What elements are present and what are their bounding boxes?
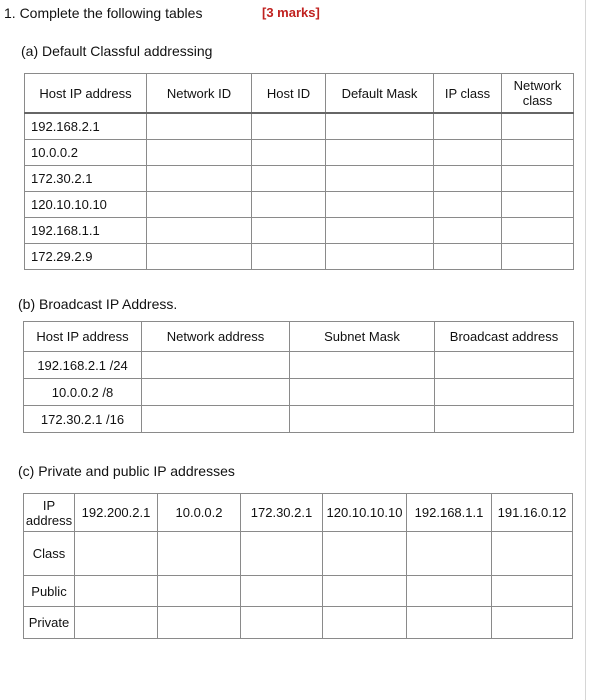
classful-addressing-table bbox=[24, 73, 574, 270]
answer-cell[interactable] bbox=[492, 576, 573, 607]
host-id-input[interactable] bbox=[252, 244, 326, 270]
address-cell: 191.16.0.12 bbox=[492, 494, 573, 532]
default-mask-input[interactable] bbox=[326, 244, 434, 270]
page-edge-line bbox=[585, 0, 586, 700]
header-ip-address: IP address bbox=[24, 494, 75, 532]
table-row bbox=[25, 140, 574, 166]
default-mask-input[interactable] bbox=[326, 166, 434, 192]
section-b-title: (b) Broadcast IP Address. bbox=[18, 296, 178, 312]
network-class-input[interactable] bbox=[502, 166, 574, 192]
header-host-ip: Host IP address bbox=[25, 74, 147, 114]
network-id-input[interactable] bbox=[147, 244, 252, 270]
broadcast-address-input[interactable] bbox=[435, 379, 574, 406]
network-id-input[interactable] bbox=[147, 166, 252, 192]
answer-cell[interactable] bbox=[323, 576, 407, 607]
network-class-input[interactable] bbox=[502, 113, 574, 140]
section-a-title: (a) Default Classful addressing bbox=[21, 43, 213, 59]
default-mask-input[interactable] bbox=[326, 192, 434, 218]
address-cell: 10.0.0.2 bbox=[158, 494, 241, 532]
answer-cell[interactable] bbox=[241, 576, 323, 607]
host-id-input[interactable] bbox=[252, 113, 326, 140]
address-cell: 120.10.10.10 bbox=[323, 494, 407, 532]
answer-cell[interactable] bbox=[492, 532, 573, 576]
subnet-mask-input[interactable] bbox=[290, 379, 435, 406]
header-host-ip: Host IP address bbox=[24, 322, 142, 352]
host-id-input[interactable] bbox=[252, 140, 326, 166]
address-cell: 192.168.1.1 bbox=[407, 494, 492, 532]
table-row bbox=[25, 218, 574, 244]
broadcast-address-input[interactable] bbox=[435, 352, 574, 379]
ip-class-input[interactable] bbox=[434, 140, 502, 166]
answer-cell[interactable] bbox=[241, 532, 323, 576]
header-network-class: Network class bbox=[502, 74, 574, 114]
default-mask-input[interactable] bbox=[326, 113, 434, 140]
private-public-table bbox=[23, 493, 573, 639]
header-network-id: Network ID bbox=[147, 74, 252, 114]
answer-cell[interactable] bbox=[75, 576, 158, 607]
host-ip-cell: 10.0.0.2 bbox=[25, 140, 147, 166]
row-label-private: Private bbox=[24, 607, 75, 639]
default-mask-input[interactable] bbox=[326, 218, 434, 244]
host-ip-cell: 192.168.2.1 bbox=[25, 113, 147, 140]
host-ip-cell: 120.10.10.10 bbox=[25, 192, 147, 218]
address-cell: 172.30.2.1 bbox=[241, 494, 323, 532]
answer-cell[interactable] bbox=[241, 607, 323, 639]
host-id-input[interactable] bbox=[252, 166, 326, 192]
network-id-input[interactable] bbox=[147, 140, 252, 166]
header-ip-class: IP class bbox=[434, 74, 502, 114]
network-class-input[interactable] bbox=[502, 218, 574, 244]
default-mask-input[interactable] bbox=[326, 140, 434, 166]
table-header-row bbox=[24, 322, 574, 352]
table-row bbox=[25, 244, 574, 270]
answer-cell[interactable] bbox=[75, 607, 158, 639]
table-row bbox=[24, 532, 573, 576]
address-cell: 192.200.2.1 bbox=[75, 494, 158, 532]
ip-class-input[interactable] bbox=[434, 218, 502, 244]
table-row bbox=[25, 113, 574, 140]
network-address-input[interactable] bbox=[142, 352, 290, 379]
answer-cell[interactable] bbox=[323, 532, 407, 576]
broadcast-table bbox=[23, 321, 574, 433]
header-default-mask: Default Mask bbox=[326, 74, 434, 114]
row-label-class: Class bbox=[24, 532, 75, 576]
answer-cell[interactable] bbox=[407, 607, 492, 639]
network-id-input[interactable] bbox=[147, 218, 252, 244]
table-header-row bbox=[24, 494, 573, 532]
section-c-title: (c) Private and public IP addresses bbox=[18, 463, 235, 479]
table-row bbox=[25, 192, 574, 218]
table-header-row bbox=[25, 74, 574, 114]
broadcast-address-input[interactable] bbox=[435, 406, 574, 433]
subnet-mask-input[interactable] bbox=[290, 406, 435, 433]
network-class-input[interactable] bbox=[502, 140, 574, 166]
ip-class-input[interactable] bbox=[434, 244, 502, 270]
host-ip-cell: 192.168.2.1 /24 bbox=[24, 352, 142, 379]
answer-cell[interactable] bbox=[158, 607, 241, 639]
ip-class-input[interactable] bbox=[434, 192, 502, 218]
ip-class-input[interactable] bbox=[434, 113, 502, 140]
table-row bbox=[24, 576, 573, 607]
ip-class-input[interactable] bbox=[434, 166, 502, 192]
table-row bbox=[24, 406, 574, 433]
network-address-input[interactable] bbox=[142, 379, 290, 406]
table-row bbox=[24, 379, 574, 406]
answer-cell[interactable] bbox=[323, 607, 407, 639]
host-id-input[interactable] bbox=[252, 218, 326, 244]
host-id-input[interactable] bbox=[252, 192, 326, 218]
host-ip-cell: 172.30.2.1 bbox=[25, 166, 147, 192]
header-host-id: Host ID bbox=[252, 74, 326, 114]
answer-cell[interactable] bbox=[158, 576, 241, 607]
table-row bbox=[24, 352, 574, 379]
answer-cell[interactable] bbox=[407, 576, 492, 607]
answer-cell[interactable] bbox=[75, 532, 158, 576]
answer-cell[interactable] bbox=[158, 532, 241, 576]
network-id-input[interactable] bbox=[147, 113, 252, 140]
network-id-input[interactable] bbox=[147, 192, 252, 218]
network-address-input[interactable] bbox=[142, 406, 290, 433]
host-ip-cell: 192.168.1.1 bbox=[25, 218, 147, 244]
header-broadcast-address: Broadcast address bbox=[435, 322, 574, 352]
header-network-address: Network address bbox=[142, 322, 290, 352]
answer-cell[interactable] bbox=[407, 532, 492, 576]
host-ip-cell: 10.0.0.2 /8 bbox=[24, 379, 142, 406]
marks-label: [3 marks] bbox=[262, 5, 320, 20]
host-ip-cell: 172.30.2.1 /16 bbox=[24, 406, 142, 433]
network-class-input[interactable] bbox=[502, 244, 574, 270]
answer-cell[interactable] bbox=[492, 607, 573, 639]
subnet-mask-input[interactable] bbox=[290, 352, 435, 379]
network-class-input[interactable] bbox=[502, 192, 574, 218]
question-title: 1. Complete the following tables bbox=[4, 5, 203, 21]
table-row bbox=[25, 166, 574, 192]
header-subnet-mask: Subnet Mask bbox=[290, 322, 435, 352]
host-ip-cell: 172.29.2.9 bbox=[25, 244, 147, 270]
row-label-public: Public bbox=[24, 576, 75, 607]
table-row bbox=[24, 607, 573, 639]
